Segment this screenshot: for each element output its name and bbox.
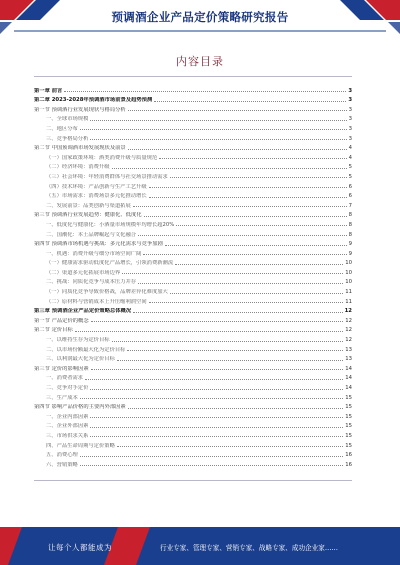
toc-dot-leader (133, 206, 347, 207)
header-band (0, 0, 400, 38)
toc-dot-leader (165, 245, 347, 246)
toc-dot-leader (154, 101, 346, 102)
toc-dot-leader (128, 110, 347, 111)
toc-entry[interactable] (34, 103, 352, 113)
toc-dot-leader (144, 216, 347, 217)
toc-entry[interactable] (34, 420, 352, 430)
toc-entry-label: 二、地区分布 (46, 125, 78, 132)
toc-entry-label: 第三节 预调酒行业发展趋势：健康化、低度化 (34, 212, 142, 219)
toc-entry[interactable] (34, 285, 352, 295)
table-of-contents (34, 84, 352, 468)
toc-dot-leader (80, 456, 343, 457)
toc-top-divider (34, 76, 352, 77)
toc-dot-leader (143, 254, 346, 255)
toc-entry[interactable] (34, 132, 352, 142)
toc-entry-page: 4 (348, 145, 352, 152)
toc-dot-leader (80, 398, 343, 399)
toc-entry[interactable] (34, 238, 352, 248)
toc-entry-page: 10 (345, 269, 352, 276)
toc-dot-leader (138, 235, 347, 236)
toc-entry-page: 4 (348, 154, 352, 161)
toc-entry-page: 3 (348, 97, 352, 104)
toc-dot-leader (175, 264, 343, 265)
toc-dot-leader (90, 139, 346, 140)
toc-entry[interactable] (34, 161, 352, 171)
toc-entry[interactable] (34, 228, 352, 238)
toc-entry-label: （一）健康需求驱动低度化产品增长，引领消费新潮流 (46, 260, 174, 267)
toc-entry-label: 一、企业内部因素 (46, 413, 89, 420)
toc-entry[interactable] (34, 257, 352, 267)
toc-entry-label: 二、发展前景：品类创新与渠道拓展 (46, 202, 131, 209)
toc-entry-page: 15 (345, 413, 352, 420)
toc-dot-leader (112, 341, 344, 342)
toc-entry[interactable] (34, 295, 352, 305)
footer-tagline: 行业专家、管理专家、营销专家、战略专家、成功企业家…… (160, 544, 339, 552)
toc-dot-leader (90, 436, 343, 437)
toc-entry-page: 16 (345, 461, 352, 468)
toc-heading: 内容目录 (176, 55, 224, 68)
toc-entry-label: 第三节 定价的影响因素 (34, 365, 89, 372)
toc-entry[interactable] (34, 305, 352, 315)
toc-entry-label: （三）社会环境：年轻消费群体与社交场景推动需求 (46, 173, 168, 180)
toc-entry-page: 11 (345, 298, 352, 305)
toc-entry[interactable] (34, 401, 352, 411)
toc-entry[interactable] (34, 314, 352, 324)
toc-entry[interactable] (34, 372, 352, 382)
toc-entry[interactable] (34, 190, 352, 200)
toc-dot-leader (170, 293, 343, 294)
toc-entry[interactable] (34, 324, 352, 334)
toc-entry-page: 15 (345, 423, 352, 430)
toc-entry[interactable] (34, 113, 352, 123)
toc-dot-leader (149, 302, 344, 303)
toc-entry-label: 三、生产成本 (46, 394, 78, 401)
toc-entry[interactable] (34, 362, 352, 372)
toc-entry-page: 13 (345, 346, 352, 353)
toc-dot-leader (176, 225, 346, 226)
toc-entry[interactable] (34, 333, 352, 343)
toc-entry[interactable] (34, 439, 352, 449)
toc-dot-leader (90, 417, 343, 418)
toc-dot-leader (75, 331, 343, 332)
toc-dot-leader (85, 379, 343, 380)
toc-entry-label: 二、挑战：同质化竞争与成本压力并存 (46, 279, 137, 286)
toc-entry-page: 12 (345, 337, 352, 344)
toc-dot-leader (133, 312, 342, 313)
toc-entry-label: 第二节 定价目标 (34, 327, 73, 334)
toc-entry[interactable] (34, 410, 352, 420)
toc-entry-label: 第一节 预调酒行业发展现状与格局分析 (34, 106, 126, 113)
toc-dot-leader (128, 408, 344, 409)
toc-entry-label: 一、低度化与健康化：小酒量市场规模年均增长超20% (46, 221, 175, 228)
toc-entry-label: 第二章 2023-2028年预调酒市场前景及趋势预测 (34, 97, 153, 104)
toc-entry[interactable] (34, 84, 352, 94)
toc-entry-label: （一）同质化竞争导致价格战，品牌差异化难度加大 (46, 289, 168, 296)
toc-entry-page: 5 (348, 164, 352, 171)
footer-slogan: 让每个人都能成为 (48, 543, 112, 552)
toc-entry-label: （二）经济环境：消费升级 (46, 164, 110, 171)
toc-entry[interactable] (34, 122, 352, 132)
toc-entry[interactable] (34, 449, 352, 459)
toc-entry-page: 9 (348, 250, 352, 257)
toc-dot-leader (91, 321, 344, 322)
toc-entry[interactable] (34, 429, 352, 439)
toc-entry-label: 一、消费者需求 (46, 375, 84, 382)
toc-entry[interactable] (34, 170, 352, 180)
toc-entry-page: 3 (348, 106, 352, 113)
toc-dot-leader (149, 197, 347, 198)
toc-entry[interactable] (34, 276, 352, 286)
toc-entry-page: 6 (348, 193, 352, 200)
toc-dot-leader (170, 177, 347, 178)
toc-entry-page: 8 (348, 212, 352, 219)
toc-entry-label: （五）市场需求：消费场景多元化推动增长 (46, 193, 147, 200)
toc-entry-page: 12 (345, 317, 352, 324)
toc-entry-label: （二）原材料与营销成本上升压缩利润空间 (46, 298, 147, 305)
toc-dot-leader (128, 149, 347, 150)
toc-entry-page: 12 (345, 327, 352, 334)
toc-dot-leader (117, 360, 343, 361)
toc-dot-leader (159, 158, 346, 159)
toc-entry-label: 二、以市场份额最大化为定价目标 (46, 346, 126, 353)
toc-entry-page: 15 (345, 432, 352, 439)
toc-entry-label: 第二节 中国预调酒市场发展现状及前景 (34, 145, 126, 152)
toc-dot-leader (90, 427, 343, 428)
toc-entry[interactable] (34, 247, 352, 257)
toc-dot-leader (127, 350, 343, 351)
toc-entry-label: 第一节 产品定价的概念 (34, 317, 89, 324)
toc-dot-leader (122, 273, 343, 274)
toc-entry-page: 3 (348, 116, 352, 123)
toc-entry-page: 14 (345, 375, 352, 382)
toc-entry-page: 8 (348, 221, 352, 228)
toc-entry[interactable] (34, 218, 352, 228)
toc-entry-page: 3 (348, 135, 352, 142)
toc-entry-page: 15 (345, 394, 352, 401)
toc-dot-leader (138, 283, 343, 284)
toc-bottom-divider (34, 480, 352, 481)
toc-entry-label: 三、竞争格局分析 (46, 135, 89, 142)
toc-entry-page: 6 (348, 183, 352, 190)
toc-entry-label: 六、营销策略 (46, 461, 78, 468)
toc-entry-label: 四、产品生命周期与定价策略 (46, 442, 115, 449)
toc-entry-page: 10 (345, 279, 352, 286)
toc-entry[interactable] (34, 199, 352, 209)
toc-entry[interactable] (34, 391, 352, 401)
toc-entry-page: 16 (345, 452, 352, 459)
toc-entry-page: 15 (345, 404, 352, 411)
toc-entry-label: 三、以利润最大化为定价目标 (46, 356, 115, 363)
toc-entry-page: 9 (348, 241, 352, 248)
toc-entry-label: （二）渠道多元化拓展市场边界 (46, 269, 121, 276)
report-title: 预调酒企业产品定价策略研究报告 (111, 10, 289, 24)
toc-entry[interactable] (34, 381, 352, 391)
toc-entry-label: 第四节 影响产品价格的主要内外部因素 (34, 404, 126, 411)
toc-entry-page: 14 (345, 365, 352, 372)
toc-dot-leader (90, 389, 343, 390)
toc-entry-page: 13 (345, 356, 352, 363)
toc-entry[interactable] (34, 353, 352, 363)
toc-entry[interactable] (34, 209, 352, 219)
toc-entry-page: 3 (348, 125, 352, 132)
toc-entry-label: 三、市场供求关系 (46, 432, 89, 439)
toc-dot-leader (91, 369, 344, 370)
toc-entry[interactable] (34, 142, 352, 152)
toc-entry[interactable] (34, 343, 352, 353)
toc-entry-label: （一）国家政策环境：酒类消费升级与质量规范 (46, 154, 158, 161)
toc-entry-label: 二、企业外部因素 (46, 423, 89, 430)
toc-entry[interactable] (34, 458, 352, 468)
toc-dot-leader (80, 465, 343, 466)
toc-dot-leader (90, 120, 346, 121)
toc-entry[interactable] (34, 266, 352, 276)
toc-entry[interactable] (34, 151, 352, 161)
footer-band (0, 527, 400, 565)
toc-entry-page: 3 (348, 87, 352, 94)
toc-entry-label: 第三章 预调酒企业产品定价策略总体概况 (34, 308, 132, 315)
toc-entry[interactable] (34, 94, 352, 104)
toc-entry-label: 第四节 预调酒市场机遇与挑战：多元化需求与竞争加剧 (34, 241, 163, 248)
toc-entry-page: 11 (345, 289, 352, 296)
toc-entry-label: 五、消费心理 (46, 452, 78, 459)
toc-entry-page: 7 (348, 202, 352, 209)
toc-entry-page: 10 (345, 260, 352, 267)
toc-entry-label: 一、机遇：消费升级与细分市场空间广阔 (46, 250, 142, 257)
toc-entry-label: 第一章 前言 (34, 87, 63, 94)
toc-entry-label: 一、全球市场规模 (46, 116, 89, 123)
toc-dot-leader (149, 187, 347, 188)
toc-entry-label: 二、竞争对手定价 (46, 385, 89, 391)
toc-entry-page: 14 (345, 385, 352, 391)
toc-dot-leader (112, 168, 347, 169)
toc-entry-page: 8 (348, 231, 352, 238)
toc-dot-leader (64, 91, 346, 92)
toc-entry-page: 5 (348, 173, 352, 180)
toc-entry-page: 12 (344, 308, 352, 315)
toc-entry-label: 二、国潮化：本土品牌崛起与文化融合 (46, 231, 137, 238)
toc-entry[interactable] (34, 180, 352, 190)
toc-entry-label: （四）技术环境：产品创新与生产工艺升级 (46, 183, 147, 190)
toc-dot-leader (117, 446, 343, 447)
toc-entry-label: 一、以维持生存为定价目标 (46, 337, 110, 344)
toc-entry-page: 15 (345, 442, 352, 449)
toc-dot-leader (80, 129, 347, 130)
